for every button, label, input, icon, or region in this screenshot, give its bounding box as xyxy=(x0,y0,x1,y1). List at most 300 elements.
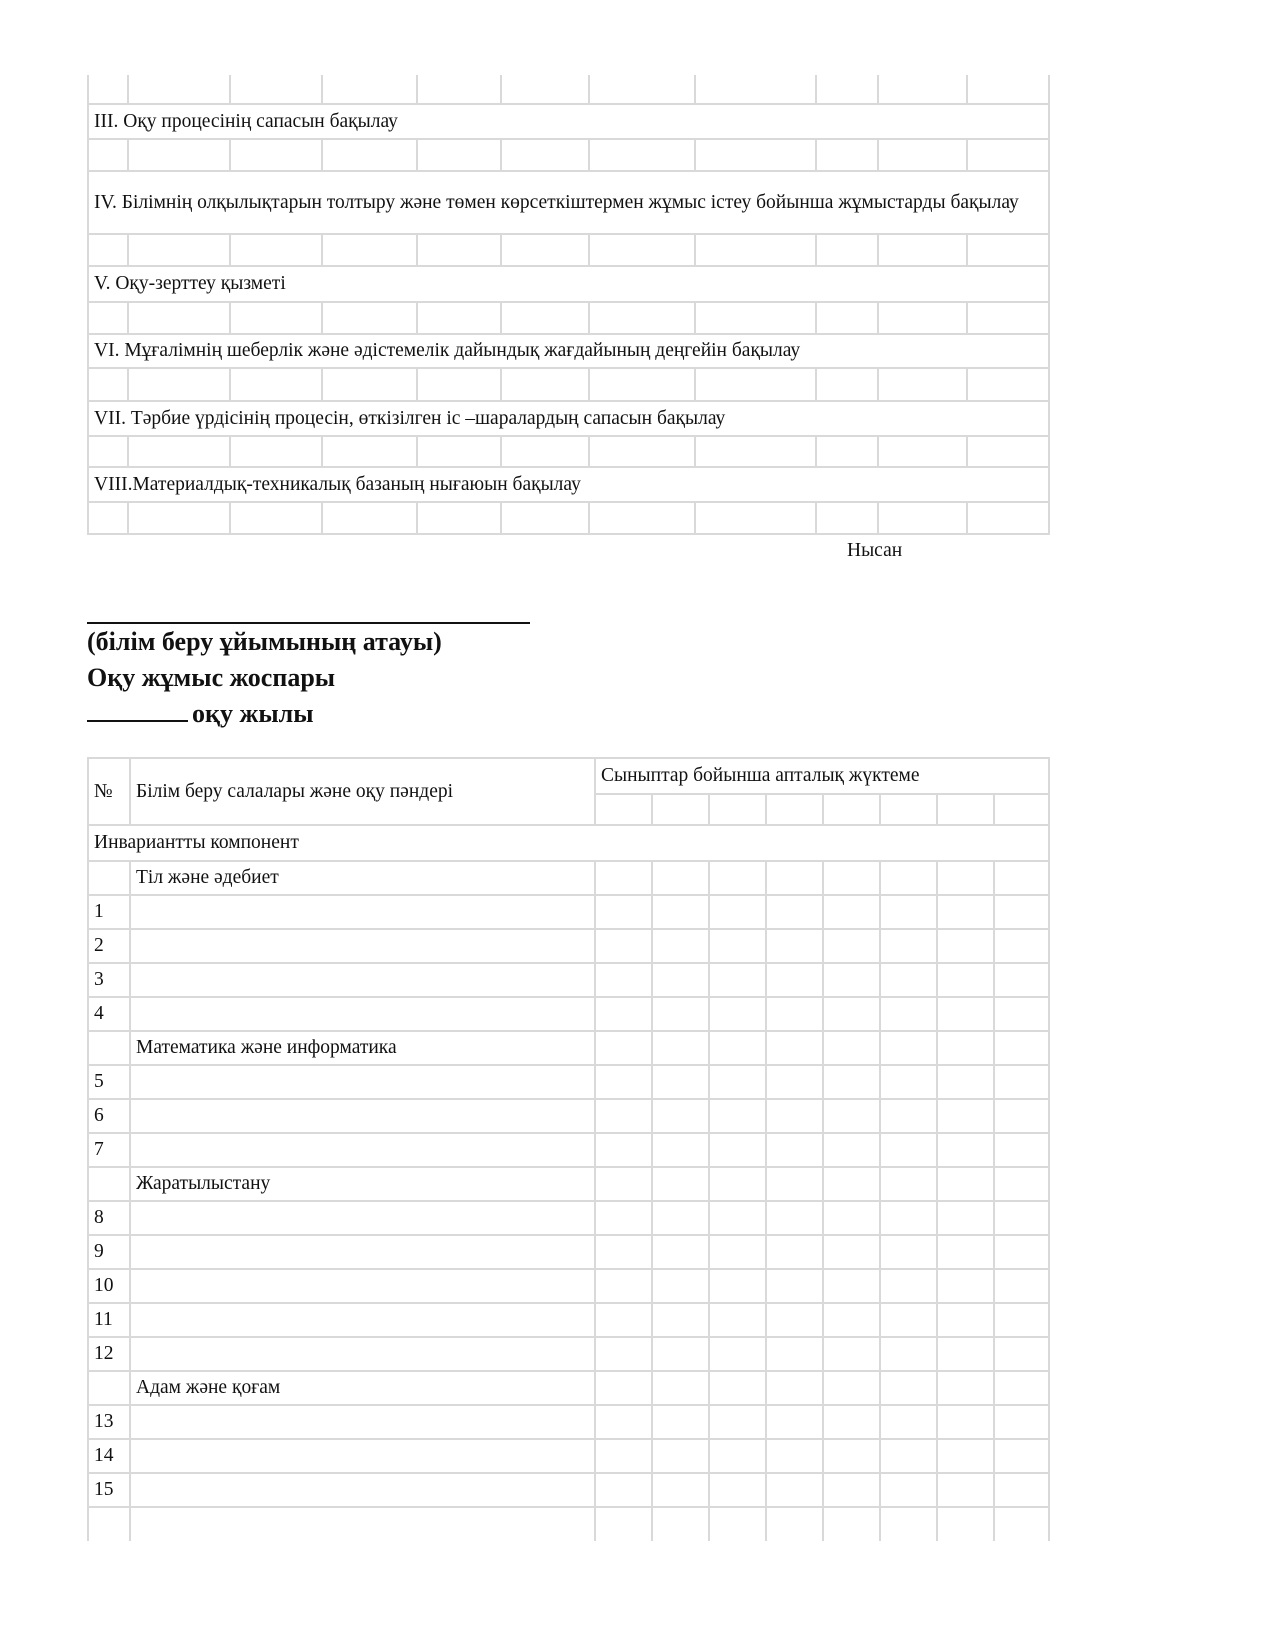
weekly-hours-cell[interactable] xyxy=(709,1405,766,1439)
weekly-hours-cell[interactable] xyxy=(595,1133,652,1167)
weekly-hours-cell[interactable] xyxy=(823,1473,880,1507)
weekly-hours-cell[interactable] xyxy=(937,1269,994,1303)
subject-cell[interactable] xyxy=(130,1235,595,1269)
weekly-hours-cell[interactable] xyxy=(766,1065,823,1099)
subject-row xyxy=(88,1439,1049,1473)
subject-cell[interactable] xyxy=(130,895,595,929)
grid-cell[interactable] xyxy=(322,75,417,104)
weekly-hours-cell[interactable] xyxy=(994,895,1049,929)
weekly-hours-cell[interactable] xyxy=(880,1439,937,1473)
weekly-hours-cell[interactable] xyxy=(823,1405,880,1439)
grid-cell[interactable] xyxy=(88,436,128,467)
subject-cell[interactable] xyxy=(130,929,595,963)
subject-cell[interactable] xyxy=(130,1065,595,1099)
component-row xyxy=(88,825,1049,861)
grid-cell[interactable] xyxy=(322,368,417,401)
weekly-hours-cell[interactable] xyxy=(595,997,652,1031)
grid-cell[interactable] xyxy=(878,502,967,534)
academic-year-blank[interactable] xyxy=(87,696,188,722)
weekly-hours-cell[interactable] xyxy=(823,1303,880,1337)
weekly-hours-cell[interactable] xyxy=(994,1337,1049,1371)
weekly-hours-cell[interactable] xyxy=(994,1099,1049,1133)
weekly-hours-cell[interactable] xyxy=(937,1235,994,1269)
weekly-hours-cell[interactable] xyxy=(652,1201,709,1235)
weekly-hours-cell[interactable] xyxy=(937,861,994,895)
grid-cell[interactable] xyxy=(878,302,967,334)
weekly-hours-cell[interactable] xyxy=(823,1371,880,1405)
row-number: 6 xyxy=(88,1099,130,1133)
weekly-hours-cell[interactable] xyxy=(766,861,823,895)
subject-row xyxy=(88,997,1049,1031)
weekly-hours-cell[interactable] xyxy=(766,1269,823,1303)
weekly-hours-cell[interactable] xyxy=(880,1337,937,1371)
weekly-hours-cell[interactable] xyxy=(937,1337,994,1371)
grid-cell[interactable] xyxy=(322,436,417,467)
weekly-hours-cell[interactable] xyxy=(937,1405,994,1439)
academic-year-label: оқу жылы xyxy=(192,699,314,728)
grid-cell[interactable] xyxy=(230,139,322,171)
weekly-hours-cell[interactable] xyxy=(709,963,766,997)
weekly-hours-cell[interactable] xyxy=(937,1507,994,1541)
subject-area-row xyxy=(88,1031,1049,1065)
weekly-hours-cell[interactable] xyxy=(652,1167,709,1201)
weekly-hours-cell[interactable] xyxy=(595,1167,652,1201)
weekly-hours-cell[interactable] xyxy=(709,1201,766,1235)
grid-cell[interactable] xyxy=(128,234,230,266)
weekly-hours-cell[interactable] xyxy=(937,1303,994,1337)
weekly-hours-cell[interactable] xyxy=(937,997,994,1031)
subject-area-row xyxy=(88,861,1049,895)
weekly-hours-cell[interactable] xyxy=(766,1405,823,1439)
weekly-hours-cell[interactable] xyxy=(709,1235,766,1269)
subject-row xyxy=(88,929,1049,963)
weekly-hours-cell[interactable] xyxy=(994,1371,1049,1405)
weekly-hours-cell[interactable] xyxy=(595,1031,652,1065)
weekly-hours-cell[interactable] xyxy=(766,1201,823,1235)
grade-column-cell[interactable] xyxy=(766,794,823,825)
weekly-hours-cell[interactable] xyxy=(709,1303,766,1337)
grid-cell[interactable] xyxy=(589,436,695,467)
grid-cell[interactable] xyxy=(501,139,589,171)
subject-row xyxy=(88,1405,1049,1439)
weekly-hours-cell[interactable] xyxy=(880,929,937,963)
grid-cell[interactable] xyxy=(816,368,878,401)
grid-cell[interactable] xyxy=(417,234,501,266)
grid-cell[interactable] xyxy=(967,368,1049,401)
weekly-hours-cell[interactable] xyxy=(880,1269,937,1303)
grid-cell[interactable] xyxy=(816,302,878,334)
row-number: 14 xyxy=(88,1439,130,1473)
weekly-hours-cell[interactable] xyxy=(994,1201,1049,1235)
weekly-hours-cell[interactable] xyxy=(766,895,823,929)
weekly-hours-cell[interactable] xyxy=(652,1133,709,1167)
grid-cell[interactable] xyxy=(128,75,230,104)
weekly-hours-cell[interactable] xyxy=(595,1337,652,1371)
subject-cell[interactable] xyxy=(130,1201,595,1235)
grid-cell[interactable] xyxy=(967,139,1049,171)
weekly-hours-cell[interactable] xyxy=(766,1473,823,1507)
grid-cell[interactable] xyxy=(878,139,967,171)
grid-cell[interactable] xyxy=(230,302,322,334)
subject-cell[interactable] xyxy=(130,963,595,997)
weekly-hours-cell[interactable] xyxy=(937,1133,994,1167)
grid-cell[interactable] xyxy=(88,502,128,534)
weekly-hours-cell[interactable] xyxy=(652,997,709,1031)
weekly-hours-cell[interactable] xyxy=(652,861,709,895)
weekly-hours-cell[interactable] xyxy=(709,895,766,929)
weekly-hours-cell[interactable] xyxy=(709,1099,766,1133)
weekly-hours-cell[interactable] xyxy=(880,1371,937,1405)
grid-cell[interactable] xyxy=(230,502,322,534)
subject-cell[interactable] xyxy=(130,997,595,1031)
subject-cell[interactable] xyxy=(130,1099,595,1133)
weekly-hours-cell[interactable] xyxy=(994,1031,1049,1065)
header-weekly-load: Сыныптар бойынша апталық жүктеме xyxy=(595,758,1049,794)
grid-cell[interactable] xyxy=(88,368,128,401)
grid-cell[interactable] xyxy=(501,234,589,266)
weekly-hours-cell[interactable] xyxy=(595,1507,652,1541)
grid-cell[interactable] xyxy=(501,436,589,467)
weekly-hours-cell[interactable] xyxy=(595,1303,652,1337)
weekly-hours-cell[interactable] xyxy=(937,1031,994,1065)
weekly-hours-cell[interactable] xyxy=(823,1099,880,1133)
component-label: Инвариантты компонент xyxy=(88,825,1049,861)
subject-cell[interactable] xyxy=(130,1507,595,1541)
grid-cell[interactable] xyxy=(322,139,417,171)
weekly-hours-cell[interactable] xyxy=(766,1439,823,1473)
weekly-hours-cell[interactable] xyxy=(880,1099,937,1133)
grid-cell[interactable] xyxy=(417,75,501,104)
weekly-hours-cell[interactable] xyxy=(709,997,766,1031)
grid-cell[interactable] xyxy=(128,139,230,171)
weekly-hours-cell[interactable] xyxy=(652,895,709,929)
weekly-hours-cell[interactable] xyxy=(595,1099,652,1133)
weekly-hours-cell[interactable] xyxy=(823,1167,880,1201)
subject-row xyxy=(88,1337,1049,1371)
grid-row xyxy=(88,368,1049,401)
subject-cell[interactable] xyxy=(130,1133,595,1167)
weekly-hours-cell[interactable] xyxy=(709,1439,766,1473)
grid-cell[interactable] xyxy=(322,502,417,534)
weekly-hours-cell[interactable] xyxy=(652,1065,709,1099)
grid-cell[interactable] xyxy=(501,302,589,334)
weekly-hours-cell[interactable] xyxy=(709,1031,766,1065)
grid-row xyxy=(88,502,1049,534)
weekly-hours-cell[interactable] xyxy=(994,1167,1049,1201)
document-heading xyxy=(87,600,530,732)
weekly-hours-cell[interactable] xyxy=(823,1507,880,1541)
weekly-hours-cell[interactable] xyxy=(652,1099,709,1133)
grid-cell[interactable] xyxy=(501,75,589,104)
grid-cell[interactable] xyxy=(967,302,1049,334)
weekly-hours-cell[interactable] xyxy=(823,1133,880,1167)
weekly-hours-cell[interactable] xyxy=(595,929,652,963)
weekly-hours-cell[interactable] xyxy=(994,861,1049,895)
weekly-hours-cell[interactable] xyxy=(823,1269,880,1303)
grid-cell[interactable] xyxy=(88,302,128,334)
grade-column-cell[interactable] xyxy=(937,794,994,825)
subject-row xyxy=(88,1507,1049,1541)
weekly-hours-cell[interactable] xyxy=(595,895,652,929)
subject-cell[interactable] xyxy=(130,1439,595,1473)
row-number xyxy=(88,1167,130,1201)
grid-cell[interactable] xyxy=(589,75,695,104)
grade-column-cell[interactable] xyxy=(994,794,1049,825)
weekly-hours-cell[interactable] xyxy=(937,1201,994,1235)
weekly-hours-cell[interactable] xyxy=(937,895,994,929)
weekly-hours-cell[interactable] xyxy=(766,1099,823,1133)
weekly-hours-cell[interactable] xyxy=(595,1405,652,1439)
weekly-hours-cell[interactable] xyxy=(823,895,880,929)
subject-row xyxy=(88,1269,1049,1303)
row-number xyxy=(88,861,130,895)
weekly-hours-cell[interactable] xyxy=(937,1473,994,1507)
weekly-hours-cell[interactable] xyxy=(652,1439,709,1473)
weekly-hours-cell[interactable] xyxy=(823,861,880,895)
weekly-hours-cell[interactable] xyxy=(937,929,994,963)
org-name-blank-line[interactable] xyxy=(87,600,530,624)
grid-cell[interactable] xyxy=(322,302,417,334)
section-title: VIII.Материалдық-техникалық базаның нығаюын бақылау xyxy=(88,467,1049,502)
control-plan-table xyxy=(87,75,1050,535)
weekly-hours-cell[interactable] xyxy=(880,1507,937,1541)
grid-cell[interactable] xyxy=(128,502,230,534)
weekly-hours-cell[interactable] xyxy=(709,1065,766,1099)
weekly-hours-cell[interactable] xyxy=(709,1133,766,1167)
weekly-hours-cell[interactable] xyxy=(709,1167,766,1201)
weekly-hours-cell[interactable] xyxy=(994,1269,1049,1303)
row-number xyxy=(88,1507,130,1541)
weekly-hours-cell[interactable] xyxy=(994,1065,1049,1099)
weekly-hours-cell[interactable] xyxy=(880,1065,937,1099)
grid-cell[interactable] xyxy=(967,436,1049,467)
weekly-hours-cell[interactable] xyxy=(880,997,937,1031)
weekly-hours-cell[interactable] xyxy=(652,1031,709,1065)
weekly-hours-cell[interactable] xyxy=(880,1303,937,1337)
weekly-hours-cell[interactable] xyxy=(595,1371,652,1405)
weekly-hours-cell[interactable] xyxy=(823,1235,880,1269)
weekly-hours-cell[interactable] xyxy=(652,1371,709,1405)
weekly-hours-cell[interactable] xyxy=(595,1065,652,1099)
grid-cell[interactable] xyxy=(589,368,695,401)
grid-row xyxy=(88,234,1049,266)
weekly-hours-cell[interactable] xyxy=(937,1065,994,1099)
weekly-hours-cell[interactable] xyxy=(994,929,1049,963)
weekly-hours-cell[interactable] xyxy=(880,1473,937,1507)
grid-cell[interactable] xyxy=(967,234,1049,266)
weekly-hours-cell[interactable] xyxy=(652,1405,709,1439)
weekly-hours-cell[interactable] xyxy=(709,1371,766,1405)
weekly-hours-cell[interactable] xyxy=(595,1235,652,1269)
weekly-hours-cell[interactable] xyxy=(937,963,994,997)
weekly-hours-cell[interactable] xyxy=(766,1303,823,1337)
grid-cell[interactable] xyxy=(417,502,501,534)
grid-cell[interactable] xyxy=(230,368,322,401)
weekly-hours-cell[interactable] xyxy=(766,1337,823,1371)
grid-cell[interactable] xyxy=(695,234,816,266)
grid-cell[interactable] xyxy=(589,139,695,171)
weekly-hours-cell[interactable] xyxy=(709,1507,766,1541)
subject-row xyxy=(88,1099,1049,1133)
weekly-hours-cell[interactable] xyxy=(709,1269,766,1303)
weekly-hours-cell[interactable] xyxy=(709,1473,766,1507)
weekly-hours-cell[interactable] xyxy=(823,929,880,963)
subject-cell[interactable] xyxy=(130,1473,595,1507)
weekly-hours-cell[interactable] xyxy=(823,1439,880,1473)
grid-row xyxy=(88,436,1049,467)
weekly-hours-cell[interactable] xyxy=(595,1439,652,1473)
section-row xyxy=(88,104,1049,139)
grid-cell[interactable] xyxy=(695,436,816,467)
weekly-hours-cell[interactable] xyxy=(880,963,937,997)
weekly-hours-cell[interactable] xyxy=(766,1507,823,1541)
weekly-hours-cell[interactable] xyxy=(766,1133,823,1167)
grade-column-cell[interactable] xyxy=(823,794,880,825)
weekly-hours-cell[interactable] xyxy=(880,1235,937,1269)
grid-cell[interactable] xyxy=(128,368,230,401)
grid-cell[interactable] xyxy=(589,302,695,334)
grid-cell[interactable] xyxy=(501,368,589,401)
grid-cell[interactable] xyxy=(417,368,501,401)
grid-cell[interactable] xyxy=(816,139,878,171)
weekly-hours-cell[interactable] xyxy=(994,1405,1049,1439)
weekly-hours-cell[interactable] xyxy=(652,929,709,963)
grid-cell[interactable] xyxy=(816,502,878,534)
weekly-hours-cell[interactable] xyxy=(766,963,823,997)
grid-cell[interactable] xyxy=(816,75,878,104)
grid-cell[interactable] xyxy=(695,75,816,104)
grid-cell[interactable] xyxy=(417,302,501,334)
grid-cell[interactable] xyxy=(967,75,1049,104)
grid-row xyxy=(88,302,1049,334)
org-name-label: (білім беру ұйымының атауы) xyxy=(87,627,442,656)
weekly-hours-cell[interactable] xyxy=(709,929,766,963)
weekly-hours-cell[interactable] xyxy=(823,1201,880,1235)
weekly-hours-cell[interactable] xyxy=(823,1031,880,1065)
weekly-hours-cell[interactable] xyxy=(766,997,823,1031)
grid-cell[interactable] xyxy=(88,139,128,171)
weekly-hours-cell[interactable] xyxy=(823,997,880,1031)
grid-cell[interactable] xyxy=(322,234,417,266)
subject-cell[interactable] xyxy=(130,1405,595,1439)
grid-cell[interactable] xyxy=(589,234,695,266)
grid-cell[interactable] xyxy=(128,436,230,467)
weekly-hours-cell[interactable] xyxy=(880,895,937,929)
grid-cell[interactable] xyxy=(878,368,967,401)
weekly-hours-cell[interactable] xyxy=(709,861,766,895)
weekly-hours-cell[interactable] xyxy=(652,963,709,997)
weekly-hours-cell[interactable] xyxy=(994,1507,1049,1541)
weekly-hours-cell[interactable] xyxy=(880,1167,937,1201)
grid-cell[interactable] xyxy=(230,75,322,104)
weekly-hours-cell[interactable] xyxy=(766,1031,823,1065)
weekly-hours-cell[interactable] xyxy=(823,1337,880,1371)
subject-row xyxy=(88,1473,1049,1507)
grid-cell[interactable] xyxy=(417,436,501,467)
subject-area-row xyxy=(88,1371,1049,1405)
grid-cell[interactable] xyxy=(501,502,589,534)
weekly-hours-cell[interactable] xyxy=(595,963,652,997)
row-number: 1 xyxy=(88,895,130,929)
grid-cell[interactable] xyxy=(695,368,816,401)
weekly-hours-cell[interactable] xyxy=(937,1167,994,1201)
weekly-hours-cell[interactable] xyxy=(766,929,823,963)
grid-cell[interactable] xyxy=(128,302,230,334)
subject-cell[interactable] xyxy=(130,1337,595,1371)
weekly-hours-cell[interactable] xyxy=(937,1371,994,1405)
grid-cell[interactable] xyxy=(878,436,967,467)
grid-cell[interactable] xyxy=(88,234,128,266)
weekly-hours-cell[interactable] xyxy=(880,1031,937,1065)
weekly-hours-cell[interactable] xyxy=(937,1439,994,1473)
weekly-hours-cell[interactable] xyxy=(766,1167,823,1201)
subject-row xyxy=(88,963,1049,997)
weekly-hours-cell[interactable] xyxy=(595,861,652,895)
weekly-hours-cell[interactable] xyxy=(994,1235,1049,1269)
weekly-hours-cell[interactable] xyxy=(595,1473,652,1507)
weekly-hours-cell[interactable] xyxy=(709,1337,766,1371)
weekly-hours-cell[interactable] xyxy=(994,1439,1049,1473)
grade-column-cell[interactable] xyxy=(595,794,652,825)
weekly-hours-cell[interactable] xyxy=(880,1133,937,1167)
subject-row xyxy=(88,1303,1049,1337)
weekly-hours-cell[interactable] xyxy=(994,1303,1049,1337)
weekly-hours-cell[interactable] xyxy=(652,1303,709,1337)
weekly-hours-cell[interactable] xyxy=(937,1099,994,1133)
grade-column-cell[interactable] xyxy=(652,794,709,825)
grade-column-cell[interactable] xyxy=(709,794,766,825)
grid-cell[interactable] xyxy=(695,302,816,334)
weekly-hours-cell[interactable] xyxy=(766,1371,823,1405)
grid-cell[interactable] xyxy=(967,502,1049,534)
grid-cell[interactable] xyxy=(88,75,128,104)
grid-cell[interactable] xyxy=(589,502,695,534)
weekly-hours-cell[interactable] xyxy=(652,1507,709,1541)
grid-cell[interactable] xyxy=(417,139,501,171)
grid-cell[interactable] xyxy=(230,234,322,266)
section-row xyxy=(88,334,1049,368)
weekly-hours-cell[interactable] xyxy=(652,1337,709,1371)
grid-cell[interactable] xyxy=(695,139,816,171)
weekly-hours-cell[interactable] xyxy=(994,1473,1049,1507)
grade-column-cell[interactable] xyxy=(880,794,937,825)
weekly-hours-cell[interactable] xyxy=(652,1235,709,1269)
weekly-hours-cell[interactable] xyxy=(994,1133,1049,1167)
weekly-hours-cell[interactable] xyxy=(880,1405,937,1439)
weekly-hours-cell[interactable] xyxy=(652,1269,709,1303)
grid-cell[interactable] xyxy=(230,436,322,467)
grid-cell[interactable] xyxy=(816,234,878,266)
grid-cell[interactable] xyxy=(878,75,967,104)
form-label: Нысан xyxy=(847,540,903,561)
weekly-hours-cell[interactable] xyxy=(880,861,937,895)
row-number xyxy=(88,1371,130,1405)
weekly-hours-cell[interactable] xyxy=(823,1065,880,1099)
weekly-hours-cell[interactable] xyxy=(994,963,1049,997)
grid-cell[interactable] xyxy=(695,502,816,534)
weekly-hours-cell[interactable] xyxy=(595,1269,652,1303)
subject-cell[interactable] xyxy=(130,1303,595,1337)
subject-cell[interactable] xyxy=(130,1269,595,1303)
weekly-hours-cell[interactable] xyxy=(994,997,1049,1031)
weekly-hours-cell[interactable] xyxy=(595,1201,652,1235)
weekly-hours-cell[interactable] xyxy=(880,1201,937,1235)
weekly-hours-cell[interactable] xyxy=(652,1473,709,1507)
weekly-hours-cell[interactable] xyxy=(766,1235,823,1269)
grid-cell[interactable] xyxy=(816,436,878,467)
grid-cell[interactable] xyxy=(878,234,967,266)
weekly-hours-cell[interactable] xyxy=(823,963,880,997)
